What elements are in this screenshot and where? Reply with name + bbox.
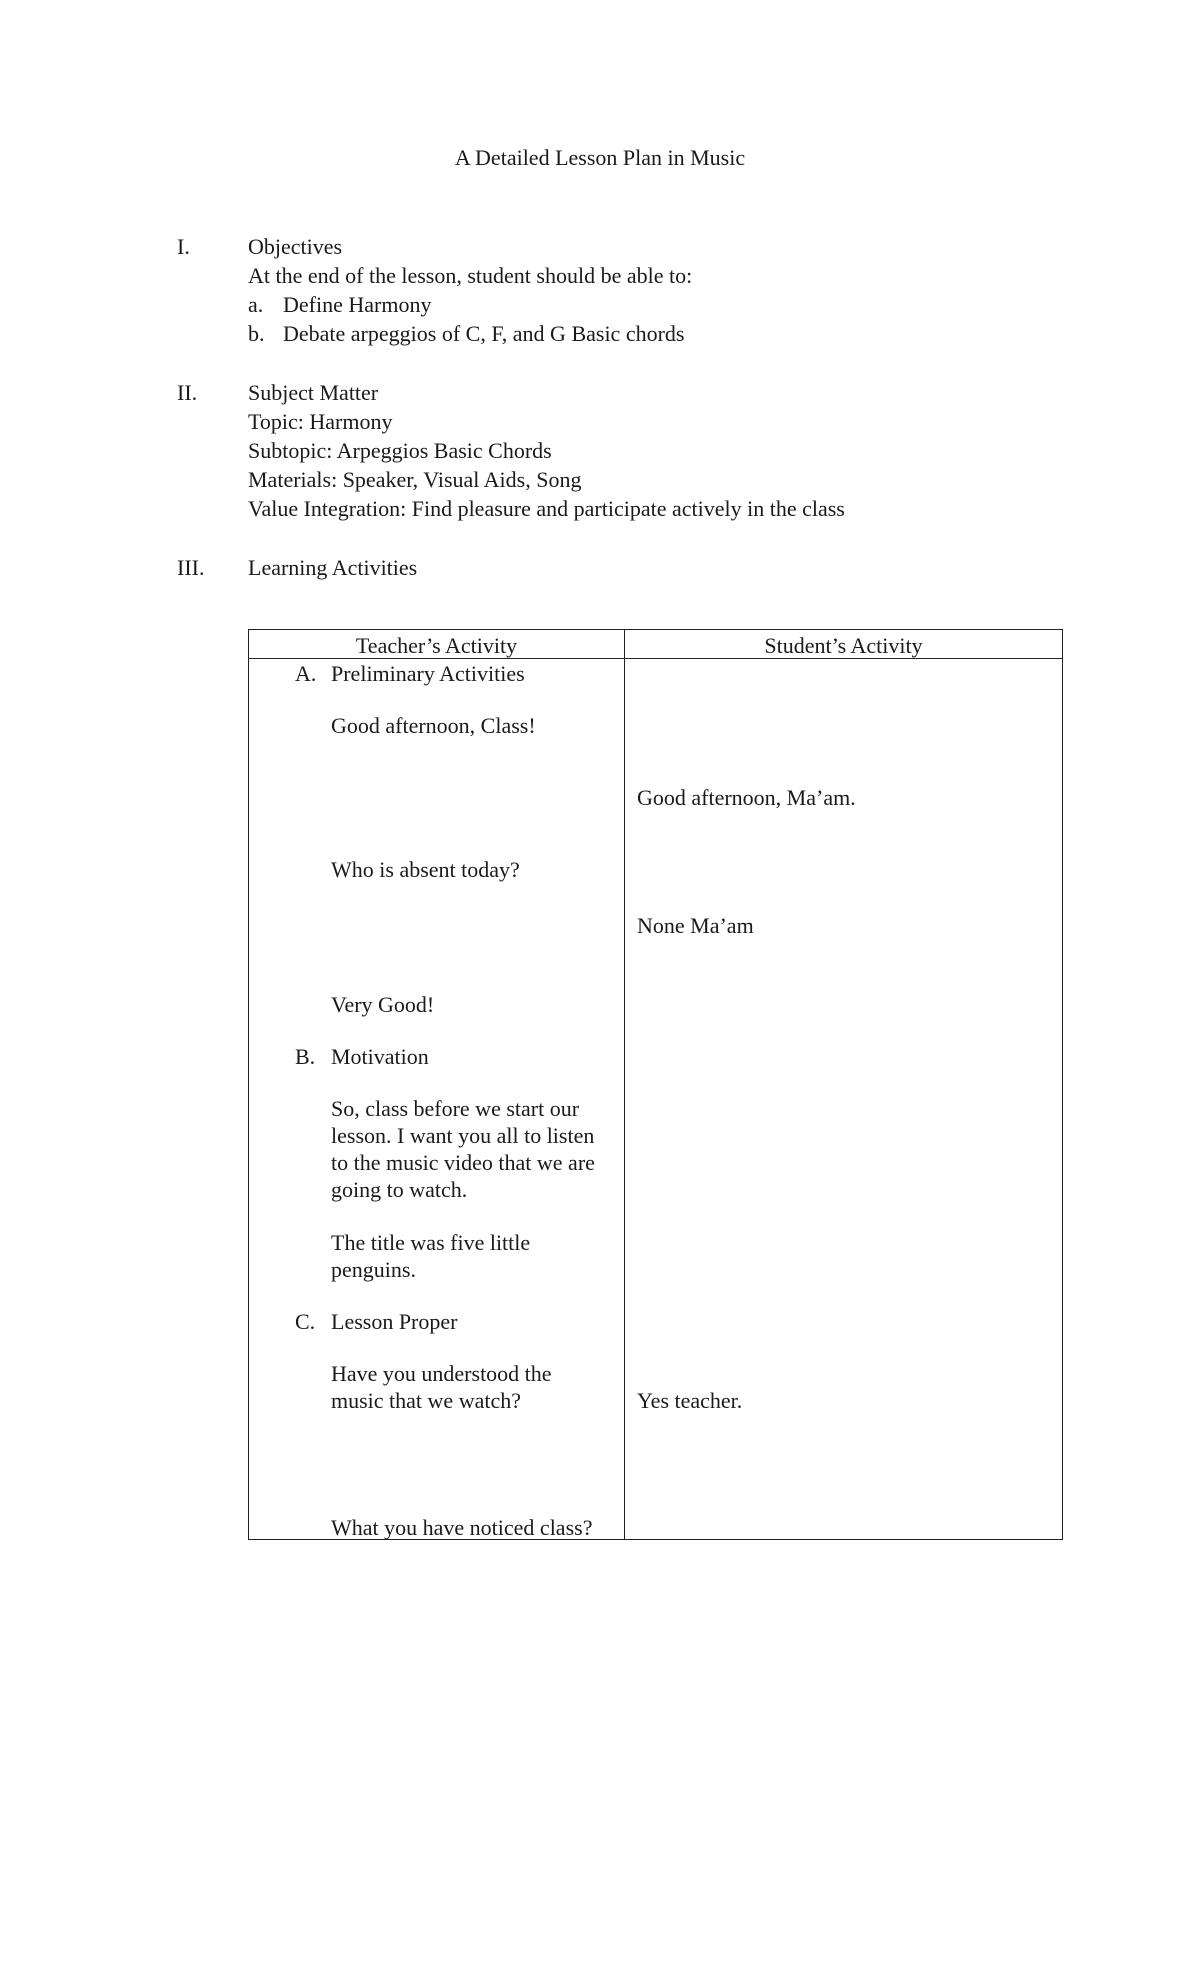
section-numeral-subject-matter: II. (177, 380, 198, 405)
teacher-line: penguins. (331, 1257, 416, 1282)
student-line: None Ma’am (637, 913, 754, 938)
section-numeral-objectives: I. (177, 234, 190, 259)
objective-letter: a. (248, 292, 264, 317)
teacher-section-heading: Preliminary Activities (331, 661, 525, 686)
table-column-divider (624, 630, 625, 1539)
subject-topic: Topic: Harmony (248, 409, 393, 434)
student-line: Good afternoon, Ma’am. (637, 785, 856, 810)
teacher-section-heading: Motivation (331, 1044, 429, 1069)
teacher-line: music that we watch? (331, 1388, 521, 1413)
activities-table (248, 629, 1063, 1540)
teacher-section-heading: Lesson Proper (331, 1309, 458, 1334)
teacher-line: What you have noticed class? (331, 1515, 593, 1540)
teacher-line: Good afternoon, Class! (331, 713, 536, 738)
subject-value-integration: Value Integration: Find pleasure and participate actively in the class (248, 496, 845, 521)
objective-letter: b. (248, 321, 265, 346)
teacher-line: Very Good! (331, 992, 435, 1017)
section-heading-objectives: Objectives (248, 234, 343, 259)
teacher-line: The title was five little (331, 1230, 531, 1255)
teacher-line: Who is absent today? (331, 857, 520, 882)
section-numeral-learning-activities: III. (177, 555, 205, 580)
teacher-line: Have you understood the (331, 1361, 552, 1386)
document-title: A Detailed Lesson Plan in Music (454, 145, 746, 170)
objectives-intro: At the end of the lesson, student should be able to: (248, 263, 693, 288)
subject-subtopic: Subtopic: Arpeggios Basic Chords (248, 438, 552, 463)
teacher-line: So, class before we start our (331, 1096, 580, 1121)
teacher-line: to the music video that we are (331, 1150, 595, 1175)
student-line: Yes teacher. (637, 1388, 743, 1413)
section-heading-learning-activities: Learning Activities (248, 555, 418, 580)
objective-item: Define Harmony (283, 292, 432, 317)
teacher-section-letter: C. (295, 1309, 316, 1334)
student-activity-header: Student’s Activity (764, 633, 923, 658)
teacher-line: lesson. I want you all to listen (331, 1123, 595, 1148)
teacher-activity-header: Teacher’s Activity (355, 633, 518, 658)
subject-materials: Materials: Speaker, Visual Aids, Song (248, 467, 582, 492)
teacher-line: going to watch. (331, 1177, 468, 1202)
section-heading-subject-matter: Subject Matter (248, 380, 379, 405)
teacher-section-letter: A. (295, 661, 317, 686)
teacher-section-letter: B. (295, 1044, 316, 1069)
objective-item: Debate arpeggios of C, F, and G Basic chords (283, 321, 685, 346)
